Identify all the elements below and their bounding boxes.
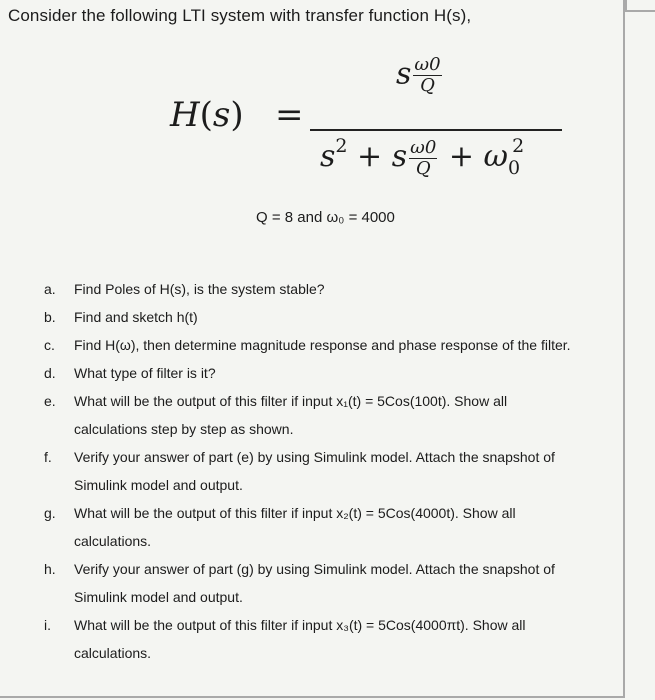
parameters-line: Q = 8 and ω₀ = 4000	[256, 209, 395, 226]
lhs-open-paren: (	[199, 95, 213, 135]
denominator-fraction-bottom: Q	[415, 157, 431, 179]
question-text: What type of filter is it?	[74, 365, 216, 381]
question-item	[44, 275, 571, 303]
question-text: What will be the output of this filter if input x₂(t) = 5Cos(4000t). Show all	[74, 505, 516, 521]
equation-numerator	[396, 55, 444, 96]
denominator-s-exponent: 2	[335, 135, 348, 157]
equals-sign: =	[275, 95, 304, 135]
question-item	[44, 555, 571, 611]
question-text: calculations.	[74, 645, 152, 661]
denominator-omega: ω	[483, 139, 508, 174]
numerator-fraction-bottom: Q	[420, 75, 435, 96]
question-label: d.	[44, 365, 56, 381]
question-text: calculations step by step as shown.	[74, 421, 294, 437]
question-label: g.	[44, 505, 56, 521]
denominator-s: s	[320, 139, 336, 174]
frame-corner	[625, 0, 655, 12]
question-text: What will be the output of this filter if input x₃(t) = 5Cos(4000πt). Show all	[74, 617, 526, 633]
question-label: f.	[44, 449, 52, 465]
question-label: i.	[44, 617, 51, 633]
denominator-fraction-top: ω0	[410, 136, 437, 158]
equation-lhs	[170, 95, 244, 135]
question-text: Simulink model and output.	[74, 589, 243, 605]
denominator-plus-1: +	[357, 139, 383, 174]
question-item	[44, 331, 571, 359]
intro-text: Consider the following LTI system with transfer function H(s),	[8, 6, 472, 25]
denominator-plus-2: +	[448, 139, 474, 174]
lhs-variable: s	[212, 95, 231, 135]
numerator-s: s	[396, 56, 412, 92]
question-list	[44, 275, 571, 667]
transfer-function-equation	[170, 55, 590, 195]
question-label: c.	[44, 337, 55, 353]
question-text: Verify your answer of part (e) by using Simulink model. Attach the snapshot of	[74, 449, 555, 465]
denominator-s-2: s	[391, 139, 408, 174]
question-label: h.	[44, 561, 56, 577]
question-label: a.	[44, 281, 56, 297]
question-label: b.	[44, 309, 56, 325]
question-text: Simulink model and output.	[74, 477, 243, 493]
numerator-fraction-top: ω0	[414, 54, 441, 75]
question-text: Verify your answer of part (g) by using Simulink model. Attach the snapshot of	[74, 561, 555, 577]
lhs-function-name: H	[170, 95, 200, 135]
denominator-fraction	[409, 138, 437, 179]
question-text: Find and sketch h(t)	[74, 309, 198, 325]
question-label: e.	[44, 393, 56, 409]
question-text: Find Poles of H(s), is the system stable?	[74, 281, 325, 297]
question-item	[44, 443, 571, 499]
main-fraction-bar	[310, 129, 562, 131]
question-item	[44, 303, 571, 331]
question-text: calculations.	[74, 533, 152, 549]
numerator-fraction	[413, 55, 441, 96]
denominator-omega-exponent: 2	[512, 135, 525, 157]
question-item	[44, 359, 571, 387]
equation-denominator	[320, 135, 524, 179]
question-item	[44, 387, 571, 443]
question-item	[44, 499, 571, 555]
denominator-omega-subscript: 0	[507, 157, 521, 179]
question-text: Find H(ω), then determine magnitude response and phase response of the filter.	[74, 337, 571, 353]
lhs-close-paren: )	[230, 95, 244, 135]
question-item	[44, 611, 571, 667]
question-text: What will be the output of this filter if input x₁(t) = 5Cos(100t). Show all	[74, 393, 508, 409]
